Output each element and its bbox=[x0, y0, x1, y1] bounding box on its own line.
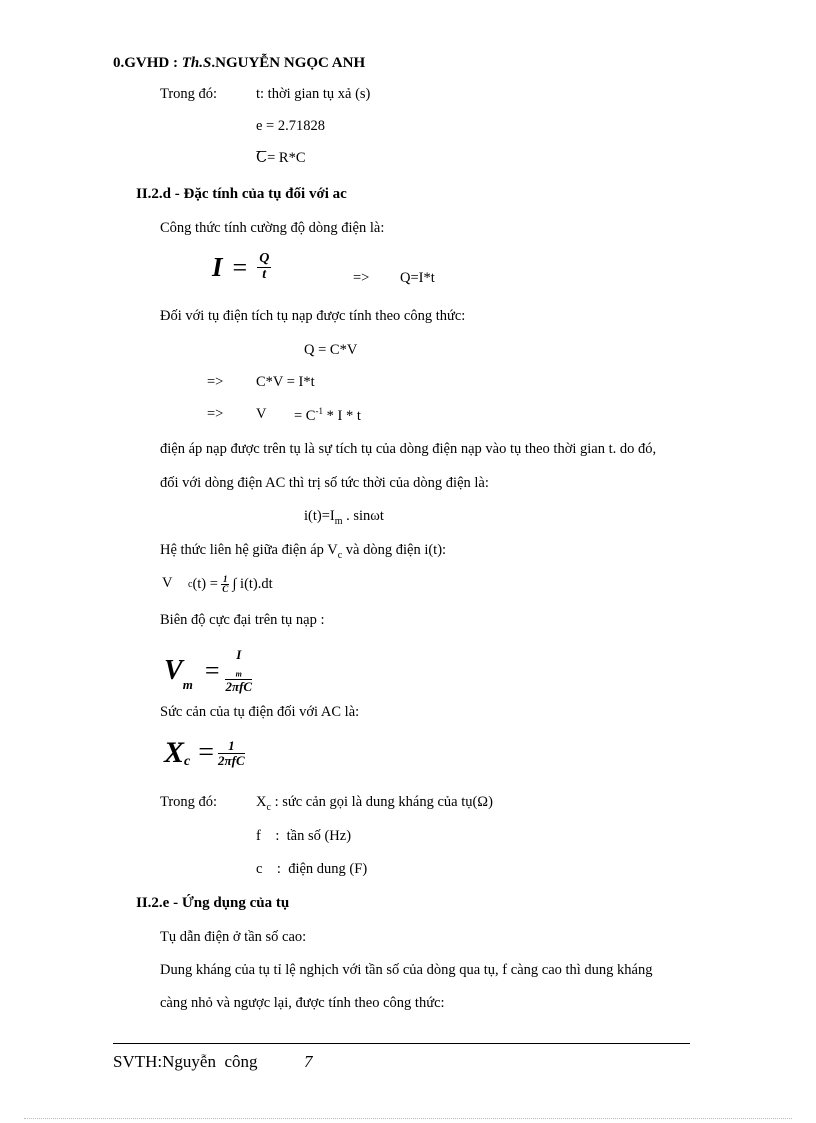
relation-intro-a: Hệ thức liên hệ giữa điện áp V bbox=[160, 542, 338, 558]
footer-student: SVTH:Nguyễn công bbox=[113, 1052, 258, 1071]
paragraph2-line2: Dung kháng của tụ tỉ lệ nghịch với tần số của dòng qua tụ, f càng cao thì dung kháng bbox=[160, 962, 653, 978]
vm-intro: Biên độ cực đại trên tụ nạp : bbox=[160, 612, 325, 628]
formula-vm-lhs-sub: m bbox=[182, 677, 193, 693]
formula-q-cv: Q = C*V bbox=[304, 342, 358, 358]
formula-xc-fraction bbox=[218, 739, 245, 767]
implies-arrow-2: => bbox=[207, 374, 224, 390]
page-header bbox=[113, 55, 365, 72]
formula-xc-den: 2πfC bbox=[218, 752, 245, 768]
footer-page-number: 7 bbox=[304, 1052, 313, 1071]
header-name: .NGUYỄN NGỌC ANH bbox=[211, 55, 366, 71]
formula-q-it: Q=I*t bbox=[400, 270, 435, 286]
formula-xc bbox=[164, 736, 245, 770]
formula-vm-fraction bbox=[225, 648, 252, 693]
header-title-abbrev: Th.S bbox=[181, 55, 212, 71]
formula-v-expression bbox=[294, 406, 361, 425]
formula-v-sup: -1 bbox=[315, 406, 323, 416]
formula-fraction-q-t bbox=[257, 252, 271, 282]
section-title-d: II.2.d - Đặc tính của tụ đối với ac bbox=[136, 186, 347, 202]
formula-it-b: . sinωt bbox=[342, 508, 384, 524]
formula-vc-v: V bbox=[162, 575, 173, 591]
formula-vc-sub: c bbox=[188, 579, 193, 591]
formula-xc-equals: = bbox=[198, 737, 215, 768]
formula-vm-lhs: V bbox=[164, 654, 183, 686]
where1-line-tau: Ꞇ= R*C bbox=[256, 150, 306, 166]
formula-xc-lhs-sub: c bbox=[184, 754, 191, 769]
paragraph2-line3: càng nhỏ và ngược lại, được tính theo công thức: bbox=[160, 995, 445, 1011]
formula-v-label: V bbox=[256, 406, 267, 422]
fraction-numerator-q: Q bbox=[259, 251, 270, 267]
where2-line-c: c : điện dung (F) bbox=[256, 861, 368, 877]
page-bottom-dotted-line bbox=[24, 1118, 792, 1119]
xc-intro: Sức cản của tụ điện đối với AC là: bbox=[160, 704, 360, 720]
formula-xc-num: 1 bbox=[218, 739, 245, 754]
fraction-denominator-t: t bbox=[262, 267, 267, 282]
where1-line-time: t: thời gian tụ xả (s) bbox=[256, 86, 371, 102]
footer-rule bbox=[113, 1043, 690, 1044]
formula-vc-den: C bbox=[222, 584, 229, 595]
formula-vm bbox=[164, 648, 252, 693]
implies-arrow-1: => bbox=[353, 270, 370, 286]
current-formula bbox=[212, 252, 271, 283]
relation-intro bbox=[160, 542, 446, 561]
formula-vc-rest-a: (t) = bbox=[192, 576, 218, 593]
formula-it-a: i(t)=I bbox=[304, 508, 335, 524]
paragraph2-line1: Tụ dẫn điện ở tần số cao: bbox=[160, 929, 307, 945]
charge-intro: Đối với tụ điện tích tụ nạp được tính theo công thức: bbox=[160, 308, 466, 324]
header-prefix: 0.GVHD : bbox=[113, 55, 178, 71]
formula-vm-den: 2πfC bbox=[225, 678, 253, 694]
section-title-e: II.2.e - Ứng dụng của tụ bbox=[136, 895, 290, 911]
formula-vm-num: I $_m$ bbox=[225, 648, 252, 680]
formula-vc bbox=[188, 575, 273, 595]
relation-intro-sub: c bbox=[337, 549, 343, 561]
formula-cv-it: C*V = I*t bbox=[256, 374, 315, 390]
where2-line-xc: $X_c$ : sức cản gọi là dung kháng của tụ(Ω) bbox=[256, 794, 493, 813]
formula-it bbox=[304, 508, 384, 527]
formula-v-rest: * I * t bbox=[322, 407, 361, 424]
where-label-2: Trong đó: bbox=[160, 794, 218, 810]
where1-line-e: e = 2.71828 bbox=[256, 118, 325, 134]
implies-arrow-3: => bbox=[207, 406, 224, 422]
current-formula-intro: Công thức tính cường độ dòng điện là: bbox=[160, 220, 385, 236]
formula-vc-num: 1 bbox=[222, 574, 228, 584]
relation-intro-b: và dòng điện i(t): bbox=[342, 542, 447, 558]
formula-lhs-i: I bbox=[212, 252, 223, 282]
where-label-1: Trong đó: bbox=[160, 86, 218, 102]
formula-v-eq: = C bbox=[294, 407, 316, 424]
formula-vc-rest-b: ∫ i(t).dt bbox=[232, 576, 273, 593]
formula-vm-equals: = bbox=[204, 655, 220, 685]
formula-equals: = bbox=[232, 252, 248, 282]
formula-vc-fraction bbox=[221, 575, 230, 595]
formula-it-sub: m bbox=[334, 515, 343, 527]
where2-line-f: f : tần số (Hz) bbox=[256, 828, 352, 844]
paragraph1-line1: điện áp nạp được trên tụ là sự tích tụ của dòng điện nạp vào tụ theo thời gian t. do đó, bbox=[160, 441, 657, 457]
paragraph1-line2: đối với dòng điện AC thì trị số tức thời của dòng điện là: bbox=[160, 475, 489, 491]
formula-xc-lhs: X bbox=[164, 736, 185, 769]
